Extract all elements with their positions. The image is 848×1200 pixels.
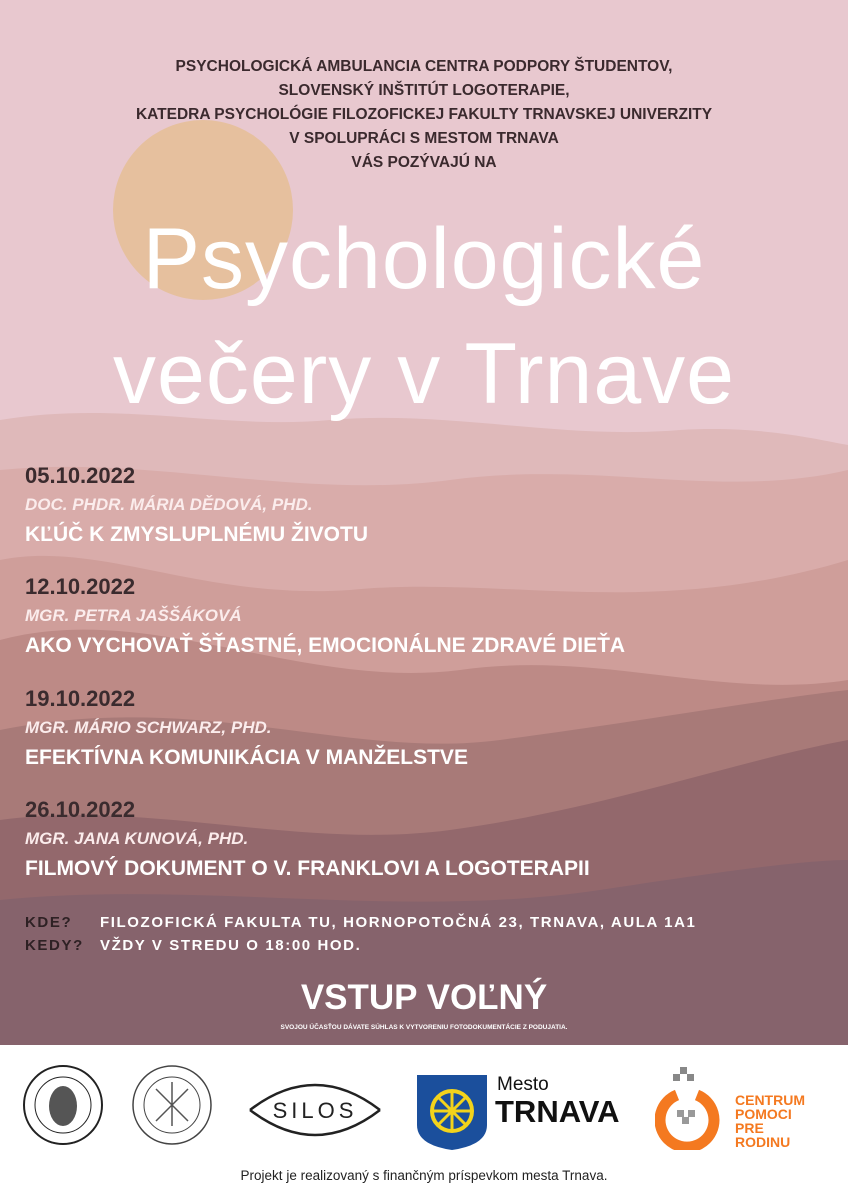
- trnava-coat-of-arms-icon: [417, 1075, 487, 1150]
- title-line-1: Psychologické: [142, 211, 706, 307]
- when-label: KEDY?: [25, 937, 84, 954]
- event-2: [25, 574, 625, 658]
- where-value: FILOZOFICKÁ FAKULTA TU, HORNOPOTOČNÁ 23, TRNAVA, AULA 1A1: [100, 914, 697, 931]
- event-4: [25, 797, 590, 881]
- silos-logo: [245, 1070, 385, 1150]
- event-speaker: MGR. PETRA JAŠŠÁKOVÁ: [25, 606, 242, 625]
- title-line-2: večery v Trnave: [113, 326, 735, 422]
- event-date: 12.10.2022: [25, 574, 136, 599]
- centrum-line: RODINU: [735, 1134, 791, 1150]
- trnava-label: TRNAVA: [495, 1094, 620, 1129]
- centrum-line: CENTRUM: [735, 1092, 805, 1108]
- event-topic: EFEKTÍVNA KOMUNIKÁCIA V MANŽELSTVE: [25, 746, 468, 769]
- organizer-line: SLOVENSKÝ INŠTITÚT LOGOTERAPIE,: [278, 82, 570, 99]
- organizers-text: [0, 55, 848, 175]
- event-1: [25, 463, 368, 547]
- university-seal-logo: [22, 1064, 104, 1146]
- event-date: 05.10.2022: [25, 463, 136, 488]
- free-entry: VSTUP VOĽNÝ: [300, 978, 548, 1017]
- event-speaker: MGR. MÁRIO SCHWARZ, PHD.: [25, 718, 272, 737]
- organizer-line: PSYCHOLOGICKÁ AMBULANCIA CENTRA PODPORY ŠTUDENTOV,: [175, 58, 673, 75]
- venue-info: [25, 911, 696, 957]
- mesto-label: Mesto: [497, 1074, 549, 1095]
- centrum-line: POMOCI: [735, 1106, 792, 1122]
- svg-text:SILOS: SILOS: [272, 1098, 358, 1123]
- photo-consent-note: SVOJOU ÚČASŤOU DÁVATE SÚHLAS K VYTVORENIU FOTODOKUMENTÁCIE Z PODUJATIA.: [280, 1024, 568, 1031]
- where-label: KDE?: [25, 914, 73, 931]
- when-value: VŽDY V STREDU O 18:00 HOD.: [100, 937, 362, 954]
- event-speaker: DOC. PHDR. MÁRIA DĚDOVÁ, PHD.: [25, 495, 313, 514]
- faculty-seal-logo: [131, 1064, 213, 1146]
- event-date: 19.10.2022: [25, 686, 136, 711]
- centrum-line: PRE: [735, 1120, 764, 1136]
- event-topic: AKO VYCHOVAŤ ŠŤASTNÉ, EMOCIONÁLNE ZDRAVÉ DIEŤA: [25, 634, 626, 657]
- event-topic: FILMOVÝ DOKUMENT O V. FRANKLOVI A LOGOTERAPII: [25, 857, 590, 880]
- centrum-text: [735, 1093, 805, 1149]
- organizer-line: KATEDRA PSYCHOLÓGIE FILOZOFICKEJ FAKULTY TRNAVSKEJ UNIVERZITY: [135, 106, 713, 123]
- event-speaker: MGR. JANA KUNOVÁ, PHD.: [25, 829, 249, 848]
- centrum-logo-icon: [655, 1065, 730, 1150]
- organizer-line: V SPOLUPRÁCI S MESTOM TRNAVA: [289, 130, 559, 147]
- event-date: 26.10.2022: [25, 797, 136, 822]
- funding-footer: Projekt je realizovaný s finančným príspevkom mesta Trnava.: [240, 1168, 608, 1183]
- organizer-line: VÁS POZÝVAJÚ NA: [351, 154, 497, 171]
- event-3: [25, 686, 468, 770]
- event-topic: KĽÚČ K ZMYSLUPLNÉMU ŽIVOTU: [25, 523, 368, 546]
